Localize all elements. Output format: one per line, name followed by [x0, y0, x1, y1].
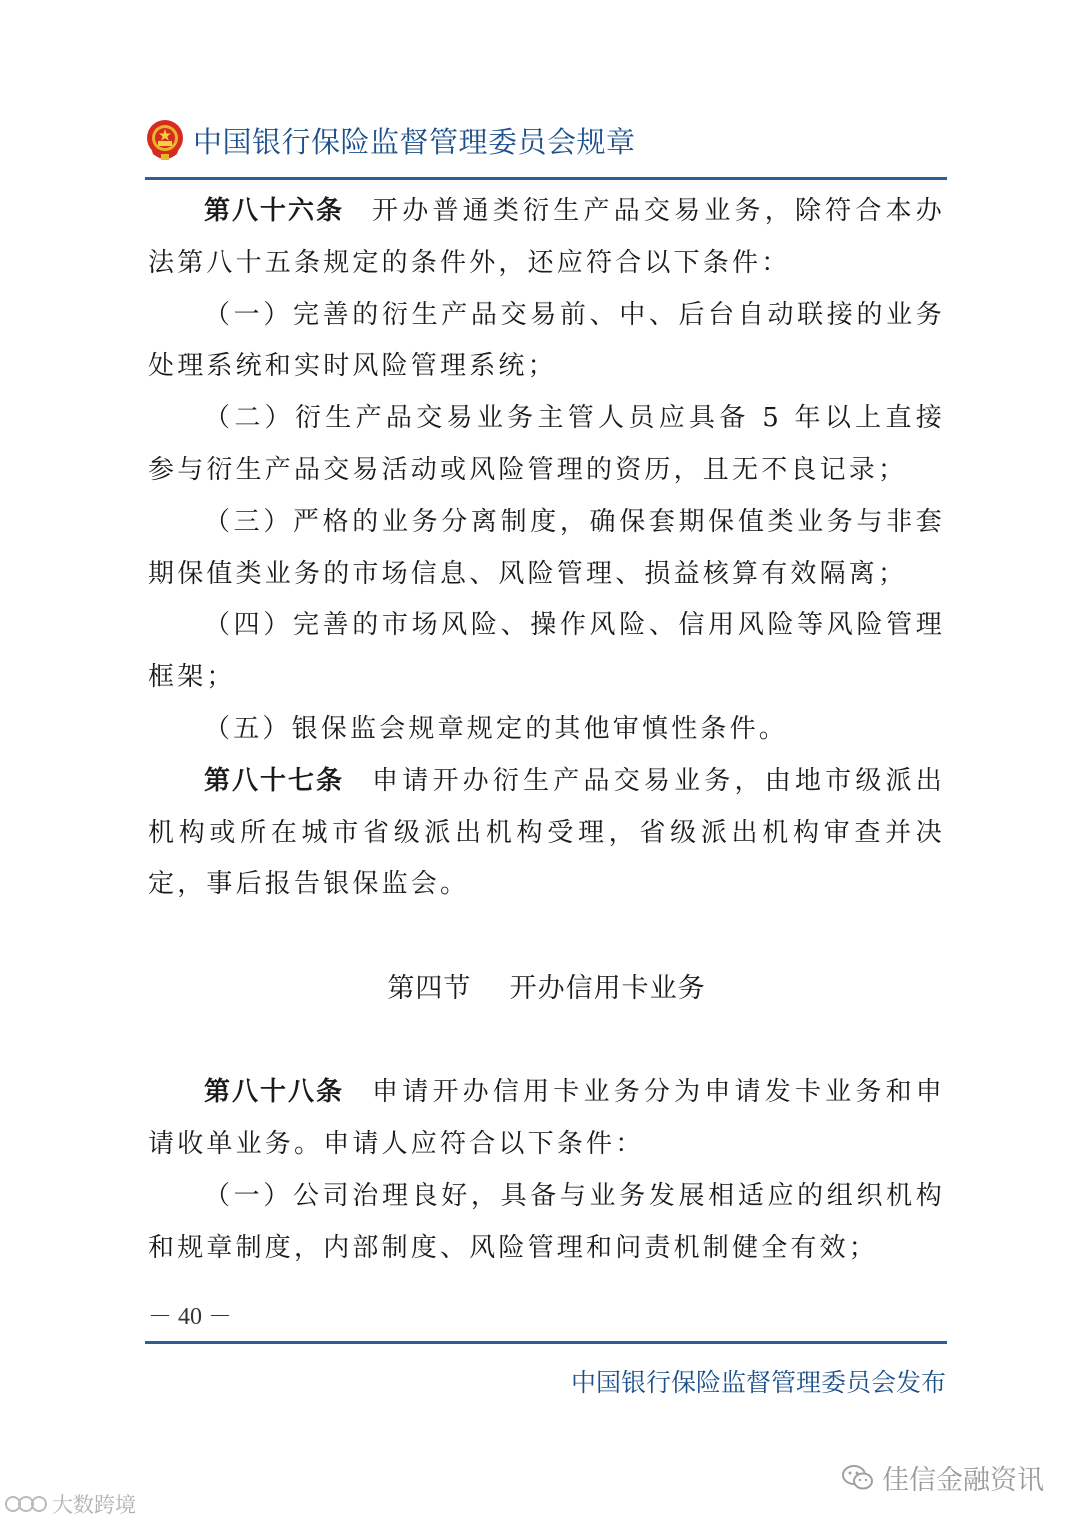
article-87-heading: 第八十七条: [204, 765, 345, 796]
watermark-right: [842, 1458, 1044, 1497]
article-88: [148, 1067, 945, 1171]
article-86-text: 开办普通类衍生产品交易业务，除符合本办法第八十五条规定的条件外，还应符合以下条件：: [148, 196, 945, 278]
document-body: [148, 186, 945, 1274]
article-87: [148, 756, 945, 911]
watermark-right-text: 佳信金融资讯: [882, 1465, 1044, 1496]
article-86: [148, 186, 945, 290]
article-87-text: 申请开办衍生产品交易业务，由地市级派出机构或所在城市省级派出机构受理，省级派出机构审查并决定，事后报告银保监会。: [148, 765, 945, 900]
article-86-item-1: （一）完善的衍生产品交易前、中、后台自动联接的业务处理系统和实时风险管理系统；: [148, 299, 945, 382]
section-title: 第四节 开办信用卡业务: [387, 973, 706, 1005]
article-86-item-2: （二）衍生产品交易业务主管人员应具备 5 年以上直接参与衍生产品交易活动或风险管理的资历，且无不良记录；: [148, 403, 945, 485]
article-86-heading: 第八十六条: [204, 196, 345, 226]
article-86-item-5: （五）银保监会规章规定的其他审慎性条件。: [204, 713, 789, 744]
footer-publisher: 中国银行保险监督管理委员会发布: [570, 1368, 946, 1397]
article-86-item-4: （四）完善的市场风险、操作风险、信用风险等风险管理框架；: [148, 610, 945, 693]
article-86-item-3: （三）严格的业务分离制度，确保套期保值类业务与非套期保值类业务的市场信息、风险管理、损益核算有效隔离；: [148, 506, 945, 589]
header-divider: [145, 177, 947, 180]
page-number: － 40 －: [148, 1304, 232, 1330]
wechat-icon: [842, 1464, 874, 1492]
brand-logo-icon: [4, 1493, 48, 1515]
article-88-item-1: （一）公司治理良好，具备与业务发展相适应的组织机构和规章制度，内部制度、风险管理和问责机制健全有效；: [148, 1180, 945, 1263]
watermark-left: [4, 1489, 136, 1519]
national-emblem-icon: [145, 118, 185, 162]
article-88-text: 申请开办信用卡业务分为申请发卡业务和申请收单业务。申请人应符合以下条件：: [148, 1077, 945, 1159]
watermark-left-text: 大数跨境: [52, 1493, 136, 1517]
header-title: 中国银行保险监督管理委员会规章: [193, 124, 636, 159]
footer-divider: [145, 1341, 947, 1344]
page-header: [145, 115, 947, 165]
article-88-heading: 第八十八条: [204, 1077, 345, 1108]
